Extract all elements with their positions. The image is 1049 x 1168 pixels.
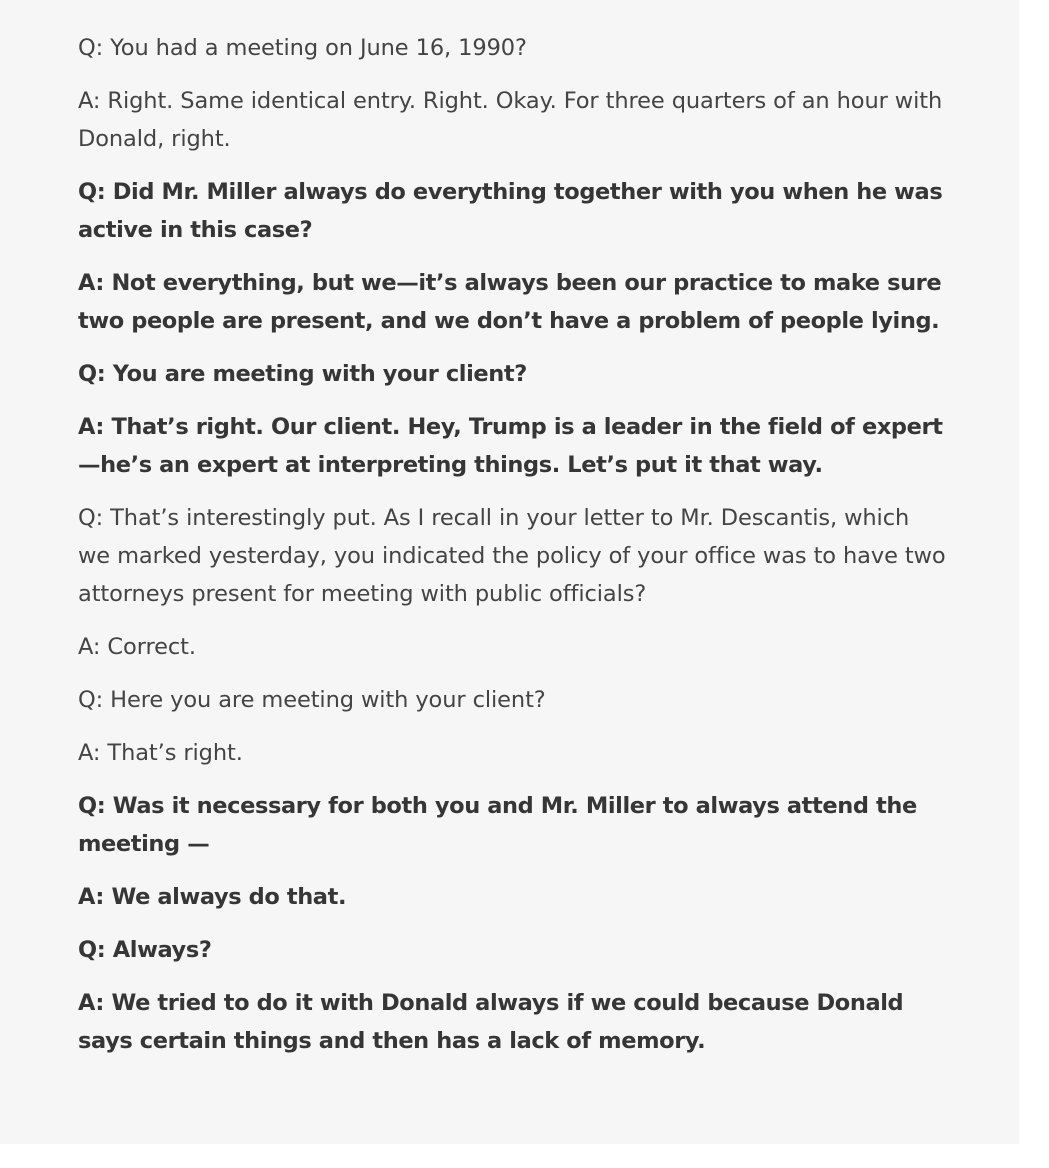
answer-thats-right: A: That’s right. [78,740,243,766]
question-necessary-both: Q: Was it necessary for both you and Mr. Miller to always attend the meeting — [78,793,917,857]
question-meeting-client: Q: You are meeting with your client? [78,361,527,387]
answer-same-entry: A: Right. Same identical entry. Right. Okay. For three quarters of an hour with Donald, right. [78,88,943,152]
answer-lack-of-memory: A: We tried to do it with Donald always if we could because Donald says certain things and then has a lack of memory. [78,990,904,1054]
transcript-body [78,29,948,1075]
answer-two-people-present: A: Not everything, but we—it’s always been our practice to make sure two people are present, and we don’t have a problem of people lying. [78,270,942,334]
answer-trump-expert: A: That’s right. Our client. Hey, Trump is a leader in the field of expert—he’s an expert at interpreting things. Let’s put it that way. [78,414,943,478]
question-here-meeting-client: Q: Here you are meeting with your client? [78,687,546,713]
answer-always-do-that: A: We always do that. [78,884,347,910]
question-june-meeting: Q: You had a meeting on June 16, 1990? [78,35,527,61]
answer-correct: A: Correct. [78,634,196,660]
question-always: Q: Always? [78,937,212,963]
question-letter-policy: Q: That’s interestingly put. As I recall in your letter to Mr. Descantis, which we marked yesterday, you indicated the policy of your office was to have two attorneys present for meeting with public officials? [78,505,946,607]
question-miller-together: Q: Did Mr. Miller always do everything together with you when he was active in this case? [78,179,943,243]
